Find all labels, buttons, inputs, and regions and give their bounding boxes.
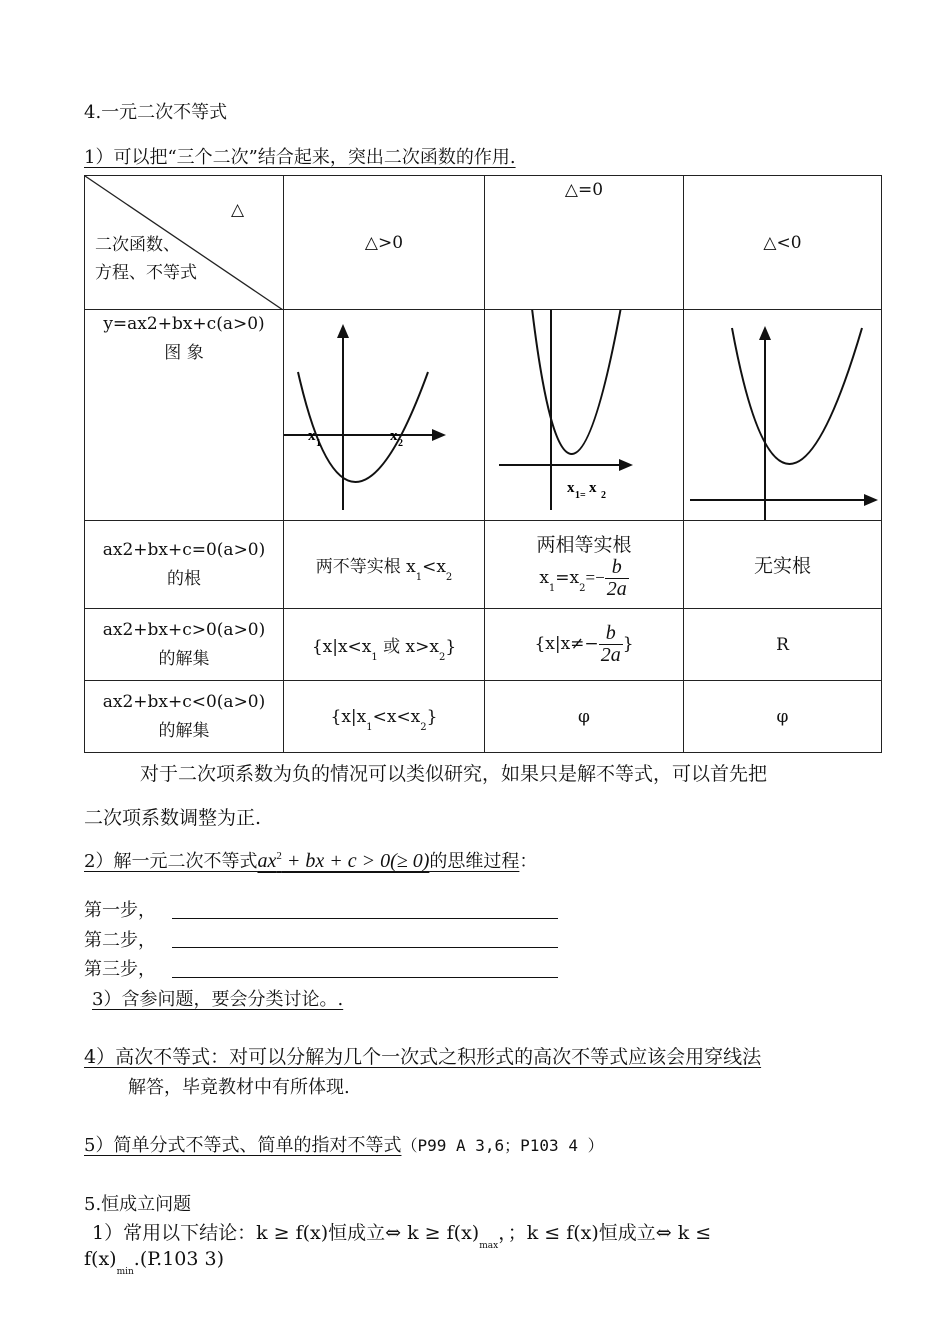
root-x1-label: x — [308, 428, 316, 444]
section-4-title: 4.一元二次不等式 — [84, 102, 228, 123]
lt-one-root-cell: φ — [485, 681, 684, 753]
roots-none-cell: 无实根 — [684, 521, 882, 609]
point-2-formula — [257, 850, 429, 872]
root-x2-label: x — [390, 428, 398, 444]
point-2-colon: ： — [519, 851, 538, 872]
y-axis-arrow — [759, 326, 771, 340]
roots-row-label-1: ax2+bx+c=0(a>0) — [102, 540, 266, 560]
point-3-text: 3）含参问题，要会分类讨论。. — [92, 989, 344, 1010]
x-axis-arrow — [432, 429, 446, 441]
parabola-curve — [732, 328, 862, 464]
roots-equal-title: 两相等实根 — [536, 533, 632, 556]
paragraph-line-1: 对于二次项系数为负的情况可以类似研究，如果只是解不等式，可以首先把 — [140, 763, 768, 785]
conclusion-fx: f(x) — [84, 1248, 117, 1270]
gt-one-root-cell — [485, 609, 684, 681]
point-2 — [84, 847, 537, 873]
double-root-x2-label: x — [589, 480, 597, 496]
step-2-blank[interactable] — [172, 947, 558, 948]
lt-set-a: {x|x — [330, 706, 367, 727]
header-delta-lt: △<0 — [684, 176, 882, 310]
double-root-sub1: 1= — [575, 490, 586, 501]
x-axis-arrow — [619, 459, 633, 471]
gt-set-b: 或 x>x — [377, 637, 439, 657]
header-delta-eq-label: △=0 — [564, 180, 604, 200]
roots-two-text: 两不等实根 x — [315, 557, 416, 577]
gt-row-label-1: ax2+bx+c>0(a>0) — [102, 620, 266, 640]
root-x2-sub: 2 — [398, 438, 403, 449]
section-5-title: 5.恒成立问题 — [84, 1194, 192, 1215]
roots-equal-sub1: 1 — [548, 582, 556, 594]
roots-two-cell — [284, 521, 485, 609]
lt-row-label-2: 的解集 — [158, 721, 210, 741]
lt-no-root-cell: φ — [684, 681, 882, 753]
gt-set-a: {x|x<x — [311, 637, 372, 657]
double-root-x-label: x — [567, 480, 575, 496]
lt-row-label-1: ax2+bx+c<0(a>0) — [102, 692, 266, 712]
header-delta-eq — [485, 176, 684, 310]
parabola-curve — [531, 310, 623, 454]
formula-ax: ax — [257, 850, 277, 872]
lt-set-b: <x<x — [372, 706, 421, 727]
gt-two-roots-cell — [284, 609, 485, 681]
fraction-numerator: b — [599, 623, 623, 645]
lt-set-sub2: 2 — [420, 721, 427, 733]
gt-neq-fraction — [599, 623, 623, 666]
section-5-line-2 — [84, 1248, 225, 1277]
roots-equal-sub2: 2 — [579, 582, 586, 594]
point-4-line-1: 4）高次不等式：对可以分解为几个一次式之积形式的高次不等式应该会用穿线法 — [84, 1046, 762, 1068]
root-x1-sub: 1 — [316, 438, 321, 449]
roots-equal-fraction — [605, 557, 629, 600]
graph-one-root-cell — [485, 310, 684, 521]
roots-two-sub1: 1 — [415, 572, 423, 583]
roots-row-label — [85, 521, 284, 609]
fraction-denominator: 2a — [606, 577, 627, 600]
corner-label-2: 方程、不等式 — [95, 263, 197, 283]
point-5 — [84, 1131, 604, 1157]
point-2-prefix: 2）解一元二次不等式 — [84, 851, 258, 872]
gt-row-label — [85, 609, 284, 681]
parabola-curve — [298, 372, 428, 482]
gt-set-c: } — [445, 637, 457, 657]
corner-cell — [85, 176, 284, 310]
formula-rest: + bx + c > 0(≥ 0) — [281, 850, 430, 872]
step-1-blank[interactable] — [172, 918, 558, 919]
gt-neq-c: } — [622, 634, 634, 654]
parabola-two-roots-graph — [284, 310, 484, 520]
conclusion-min: ，；k ≤ f(x)恒成立⇔ k ≤ — [498, 1222, 712, 1244]
gt-row-label-2: 的解集 — [158, 649, 210, 669]
y-axis-arrow — [337, 324, 349, 338]
step-3-label: 第三步， — [84, 959, 156, 980]
conclusion-max: 1）常用以下结论：k ≥ f(x)恒成立⇔ k ≥ f(x) — [92, 1222, 480, 1244]
header-delta-gt: △>0 — [284, 176, 485, 310]
point-2-suffix: 的思维过程 — [429, 851, 520, 872]
lt-row-label — [85, 681, 284, 753]
roots-equal-cell — [485, 521, 684, 609]
conclusion-min-sub: min — [116, 1267, 134, 1277]
corner-delta: △ — [231, 200, 245, 220]
lt-set-sub1: 1 — [366, 721, 373, 733]
graph-no-root-cell — [684, 310, 882, 521]
conclusion-ref: .(P.103 3) — [133, 1248, 225, 1270]
roots-two-sub2: 2 — [445, 572, 453, 583]
lt-set-c: } — [426, 706, 438, 727]
graph-row-label-1: y=ax2+bx+c(a>0) — [103, 314, 265, 334]
gt-set-sub2: 2 — [438, 652, 446, 663]
fraction-denominator: 2a — [600, 644, 621, 666]
formula-sup: 2 — [276, 850, 282, 862]
graph-row-label-2: 图 象 — [164, 343, 204, 363]
gt-neq-a: {x|x≠− — [534, 634, 599, 654]
point-5-underlined: 5）简单分式不等式、简单的指对不等式 — [84, 1135, 402, 1156]
roots-equal-minus: =− — [585, 567, 605, 587]
gt-set-sub1: 1 — [371, 652, 378, 663]
gt-no-root-cell: R — [684, 609, 882, 681]
roots-two-mid: <x — [422, 557, 446, 577]
graph-two-roots-cell — [284, 310, 485, 521]
roots-row-label-2: 的根 — [167, 569, 201, 589]
x-axis-arrow — [864, 494, 878, 506]
roots-equal-eq: =x — [555, 567, 580, 588]
corner-label-1: 二次函数、 — [95, 235, 180, 255]
conclusion-max-sub: max — [479, 1241, 499, 1251]
paragraph-line-2: 二次项系数调整为正. — [84, 807, 262, 829]
fraction-numerator: b — [605, 557, 629, 579]
lt-two-roots-cell — [284, 681, 485, 753]
graph-row-label — [85, 310, 284, 521]
double-root-sub2: 2 — [601, 490, 606, 501]
parabola-no-root-graph — [684, 310, 881, 520]
point-1-text: 1）可以把“三个二次”结合起来，突出二次函数的作用. — [84, 147, 516, 168]
point-4-line-2: 解答，毕竟教材中有所体现. — [128, 1077, 350, 1098]
step-2-label: 第二步， — [84, 930, 156, 951]
roots-equal-x: x — [539, 567, 549, 588]
quadratic-table — [84, 175, 882, 753]
roots-equal-formula — [485, 557, 683, 600]
point-5-reference: （P99 A 3,6；P103 4 ） — [401, 1136, 604, 1155]
section-5-line-1 — [92, 1218, 712, 1251]
step-1-label: 第一步， — [84, 900, 156, 921]
parabola-one-root-graph — [485, 310, 683, 520]
step-3-blank[interactable] — [172, 977, 558, 978]
